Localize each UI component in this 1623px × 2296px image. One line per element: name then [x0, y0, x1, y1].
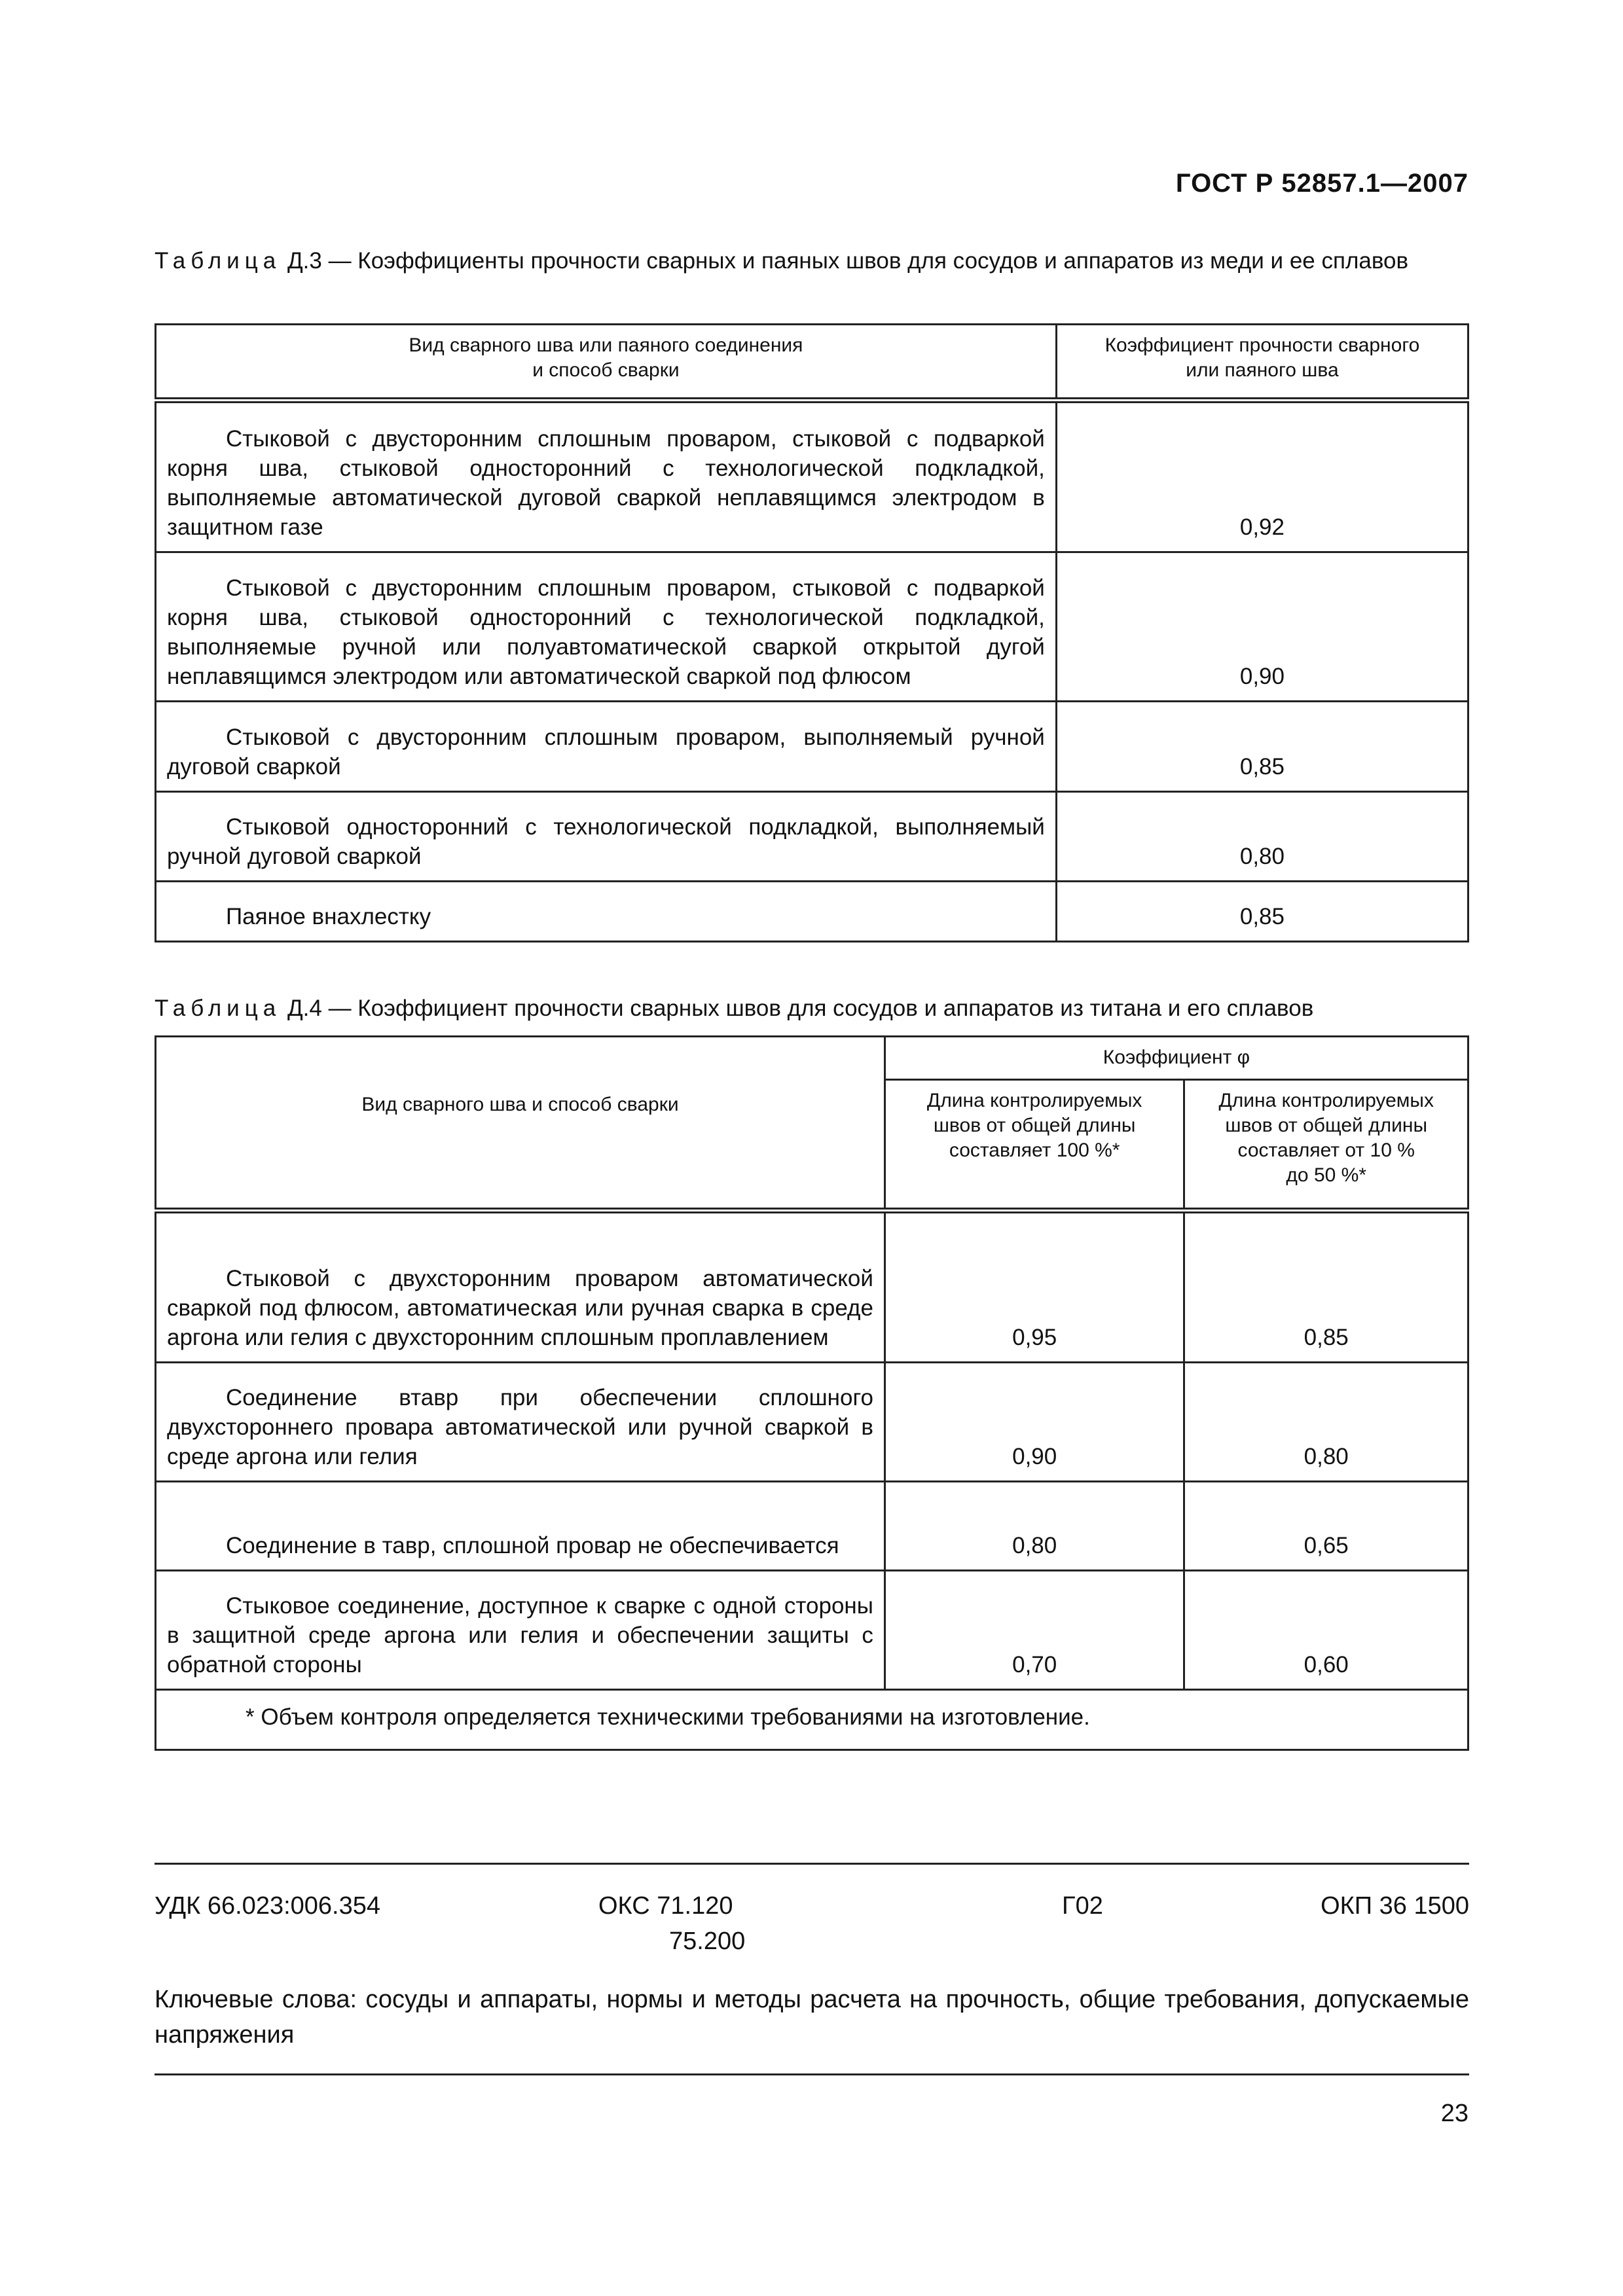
- coefficient-value: 0,80: [1056, 792, 1468, 882]
- footer-bottom-rule: [155, 2073, 1469, 2075]
- udk-code: УДК 66.023:006.354: [155, 1892, 381, 1920]
- coefficient-10-50: 0,60: [1184, 1571, 1468, 1690]
- keywords: Ключевые слова: сосуды и аппараты, нормы и методы расчета на прочность, общие требования, допускаемые напряжения: [155, 1986, 1469, 2049]
- coefficient-value: 0,92: [1056, 401, 1468, 552]
- table-row: [156, 1363, 1468, 1482]
- coefficient-100: 0,70: [884, 1571, 1184, 1690]
- okp-code: ОКП 36 1500: [1321, 1892, 1469, 1920]
- table-d3-col-coefficient: Коэффициент прочности сварного или паяного шва: [1056, 325, 1468, 401]
- table-row: [156, 401, 1468, 552]
- table-footnote-row: [156, 1690, 1468, 1750]
- coefficient-value: 0,90: [1056, 552, 1468, 702]
- table-word: Таблица: [155, 248, 282, 274]
- page-number: 23: [1440, 2100, 1468, 2127]
- weld-description: Стыковой с двусторонним сплошным проваром, стыковой с подваркой корня шва, стыковой односторонний с технологической подкладкой, выполняемые ручной или полуавтоматической сваркой открытой дугой неплавящимся электродом или автоматической сваркой под флюсом: [156, 552, 1057, 702]
- table-row: [156, 552, 1468, 702]
- footer-top-rule: [155, 1863, 1469, 1865]
- table-d4-header-row: [156, 1037, 1468, 1080]
- table-row: [156, 792, 1468, 882]
- coefficient-10-50: 0,65: [1184, 1482, 1468, 1571]
- table-footnote: * Объем контроля определяется техническими требованиями на изготовление.: [156, 1690, 1468, 1750]
- table-d3-col-weld-type: Вид сварного шва или паяного соединения и способ сварки: [156, 325, 1057, 401]
- table-d4-caption-text: Д.4 — Коэффициент прочности сварных швов для сосудов и аппаратов из титана и его сплавов: [281, 996, 1314, 1021]
- weld-description: Стыковое соединение, доступное к сварке с одной стороны в защитной среде аргона или гелия и обеспечении защиты с обратной стороны: [156, 1571, 885, 1690]
- coefficient-value: 0,85: [1056, 702, 1468, 792]
- table-d3: [155, 323, 1469, 942]
- weld-description: Стыковой с двухсторонним проваром автоматической сваркой под флюсом, автоматическая или ручная сварка в среде аргона или гелия с двухсторонним сплошным проплавлением: [156, 1211, 885, 1363]
- table-d3-caption-text: Д.3 — Коэффициенты прочности сварных и паяных швов для сосудов и аппаратов из меди и ее сплавов: [281, 248, 1409, 274]
- coefficient-value: 0,85: [1056, 882, 1468, 942]
- table-d3-header-row: [156, 325, 1468, 401]
- table-word: Таблица: [155, 996, 282, 1021]
- coefficient-100: 0,90: [884, 1363, 1184, 1482]
- table-d4-caption: [155, 994, 1469, 1024]
- coefficient-100: 0,80: [884, 1482, 1184, 1571]
- weld-description: Стыковой с двусторонним сплошным проваром, стыковой с подваркой корня шва, стыковой односторонний с технологической подкладкой, выполняемые автоматической дуговой сваркой неплавящимся электродом в защитном газе: [156, 401, 1057, 552]
- weld-description: Стыковой с двусторонним сплошным проваром, выполняемый ручной дуговой сваркой: [156, 702, 1057, 792]
- document-code: ГОСТ Р 52857.1—2007: [1175, 169, 1468, 198]
- table-d4-col-weld-type: Вид сварного шва и способ сварки: [156, 1037, 885, 1211]
- oks-code-line2: 75.200: [669, 1928, 746, 1955]
- table-d3-caption: [155, 246, 1469, 276]
- table-row: [156, 1482, 1468, 1571]
- weld-description: Соединение втавр при обеспечении сплошного двухстороннего провара автоматической или ручной сваркой в среде аргона или гелия: [156, 1363, 885, 1482]
- weld-description: Стыковой односторонний с технологической подкладкой, выполняемый ручной дуговой сваркой: [156, 792, 1057, 882]
- table-row: [156, 1571, 1468, 1690]
- weld-description: Соединение в тавр, сплошной провар не обеспечивается: [156, 1482, 885, 1571]
- weld-description: Паяное внахлестку: [156, 882, 1057, 942]
- table-d4: [155, 1035, 1469, 1751]
- coefficient-100: 0,95: [884, 1211, 1184, 1363]
- table-row: [156, 882, 1468, 942]
- oks-code-line1: ОКС 71.120: [598, 1892, 733, 1920]
- table-row: [156, 702, 1468, 792]
- coefficient-10-50: 0,85: [1184, 1211, 1468, 1363]
- coefficient-10-50: 0,80: [1184, 1363, 1468, 1482]
- table-d4-col-coefficient-phi: Коэффициент φ: [884, 1037, 1468, 1080]
- table-row: [156, 1211, 1468, 1363]
- group-code: Г02: [1062, 1892, 1103, 1920]
- table-d4-col-length-100: Длина контролируемых швов от общей длины составляет 100 %*: [884, 1080, 1184, 1211]
- table-d4-col-length-10-50: Длина контролируемых швов от общей длины составляет от 10 % до 50 %*: [1184, 1080, 1468, 1211]
